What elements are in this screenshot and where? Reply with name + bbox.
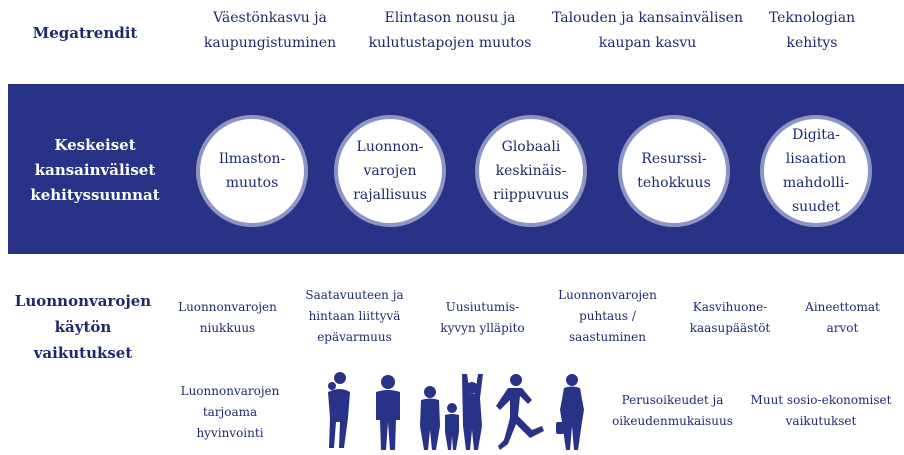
- impact-item: Perusoikeudet ja oikeudenmukaisuus: [612, 393, 733, 428]
- trend-circle-efficiency: Resurssi- tehokkuus: [618, 115, 730, 227]
- impact-item: Saatavuuteen ja hintaan liittyvä epävarmuus: [305, 288, 404, 344]
- megatrend-item: Elintason nousu ja kulutustapojen muutos: [368, 10, 532, 51]
- trend-circle-resources: Luonnon- varojen rajallisuus: [334, 115, 446, 227]
- trends-label: Keskeiset kansainväliset kehityssuunnat: [30, 136, 160, 204]
- trend-circle-interdependence: Globaali keskinäis- riippuvuus: [475, 115, 587, 227]
- impact-item: Muut sosio-ekonomiset vaikutukset: [750, 393, 892, 428]
- person-with-bag-icon: [556, 374, 584, 450]
- megatrend-item: Teknologian kehitys: [768, 10, 856, 51]
- impacts-label: Luonnonvarojen käytön vaikutukset: [14, 292, 152, 362]
- impact-item: Luonnonvarojen niukkuus: [178, 300, 277, 335]
- impact-item: Kasvihuone- kaasupäästöt: [689, 300, 771, 335]
- people-silhouettes-illustration: [320, 370, 595, 452]
- megatrends-label: Megatrendit: [32, 24, 138, 42]
- family-icon: [420, 374, 483, 450]
- impact-item: Uusiutumis- kyvyn ylläpito: [440, 300, 525, 335]
- trend-circle-digitalisation: Digita- lisaation mahdolli- suudet: [760, 115, 872, 227]
- impact-item: Luonnonvarojen puhtaus / saastuminen: [558, 288, 657, 344]
- person-running-icon: [496, 374, 544, 450]
- impact-item: Aineettomat arvot: [805, 300, 880, 335]
- person-standing-icon: [376, 375, 400, 450]
- megatrend-item: Väestönkasvu ja kaupungistuminen: [203, 10, 337, 51]
- person-carrying-child-icon: [328, 372, 350, 448]
- megatrend-item: Talouden ja kansainvälisen kaupan kasvu: [552, 10, 743, 51]
- impact-item: Luonnonvarojen tarjoama hyvinvointi: [180, 384, 280, 440]
- trend-circle-climate: Ilmaston- muutos: [196, 115, 308, 227]
